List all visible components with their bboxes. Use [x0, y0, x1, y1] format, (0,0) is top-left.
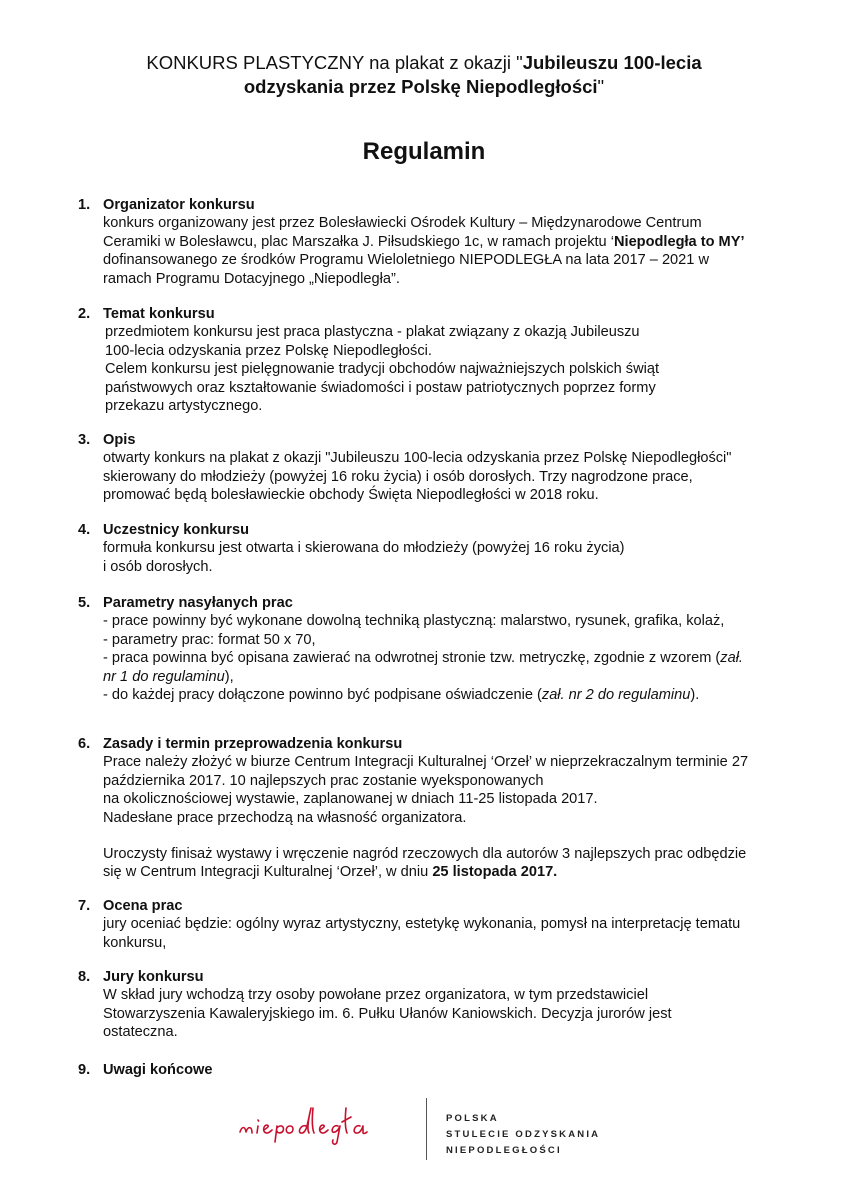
- section-heading: Temat konkursu: [103, 306, 215, 322]
- section-body: - prace powinny być wykonane dowolną techniką plastyczną: malarstwo, rysunek, grafika, kolaż, - parametry prac: format 50 x 70, - praca powinna być opisana zawierać na odwrotnej stronie tzw. metryczkę, zgodnie z wzorem (zał. nr 1 do regulaminu), - do każdej pracy dołączone powinno być podpisane oświadczenie (zał. nr 2 do regulaminu).: [103, 613, 743, 704]
- section-heading: Opis: [103, 432, 136, 448]
- section-final-notes: [78, 1061, 808, 1079]
- section-number: 5.: [78, 595, 91, 611]
- document-title: [0, 51, 848, 99]
- section-body: Prace należy złożyć w biurze Centrum Integracji Kulturalnej ‘Orzeł’ w nieprzekraczalnym terminie 27 października 2017. 10 najlepszych prac zostanie wyeksponowanych na okolicznościowej wystawie, zaplanowanej w dniach 11-25 listopada 2017. Nadesłane prace przechodzą na własność organizatora. Uroczysty finisaż wystawy i wręczenie nagród rzeczowych dla autorów 3 najlepszych prac odbędzie się w Centrum Integracji Kulturalnej ‘Orzeł’, w dniu 25 listopada 2017.: [103, 754, 749, 881]
- section-number: 6.: [78, 736, 91, 752]
- title-bold-part: Jubileuszu 100-lecia: [522, 52, 702, 73]
- section-rules-and-deadline: [78, 735, 808, 882]
- section-jury: [78, 968, 808, 1042]
- section-number: 7.: [78, 898, 91, 914]
- section-heading: Ocena prac: [103, 898, 183, 914]
- footer-divider: [426, 1098, 427, 1160]
- section-topic: [78, 305, 808, 415]
- section-body: otwarty konkurs na plakat z okazji "Jubileuszu 100-lecia odzyskania przez Polskę Niepodległości" skierowany do młodzieży (powyżej 16 roku życia) i osób dorosłych. Trzy nagrodzone prace, promować będą bolesławieckie obchody Święta Niepodległości w 2018 roku.: [103, 450, 732, 504]
- section-parameters: [78, 594, 808, 704]
- section-heading: Uwagi końcowe: [103, 1062, 213, 1078]
- footer-text: POLSKA STULECIE ODZYSKANIA NIEPODLEGŁOŚCI: [446, 1113, 601, 1156]
- section-number: 2.: [78, 306, 91, 322]
- page-heading: Regulamin: [362, 138, 486, 165]
- section-heading: Zasady i termin przeprowadzenia konkursu: [103, 736, 403, 752]
- section-participants: [78, 521, 808, 576]
- section-body: konkurs organizowany jest przez Bolesławiecki Ośrodek Kultury – Międzynarodowe Centrum Ceramiki w Bolesławcu, plac Marszałka J. Piłsudskiego 1c, w ramach projektu ‘Niepodległa to MY’ dofinansowanego ze środków Programu Wieloletniego NIEPODLEGŁA na lata 2017 – 2021 w ramach Programu Dotacyjnego „Niepodległa”.: [103, 215, 745, 287]
- section-heading: Parametry nasyłanych prac: [103, 595, 293, 611]
- section-heading: Jury konkursu: [103, 969, 204, 985]
- section-body: formuła konkursu jest otwarta i skierowana do młodzieży (powyżej 16 roku życia) i osób dorosłych.: [103, 540, 625, 575]
- section-heading: Uczestnicy konkursu: [103, 522, 249, 538]
- section-body: jury oceniać będzie: ogólny wyraz artystyczny, estetykę wykonania, pomysł na interpretację tematu konkursu,: [103, 916, 741, 951]
- section-number: 3.: [78, 432, 91, 448]
- section-organizer: [78, 196, 808, 288]
- section-body: W skład jury wchodzą trzy osoby powołane przez organizatora, w tym przedstawiciel Stowarzyszenia Kawaleryjskiego im. 6. Pułku Ułanów Kaniowskich. Decyzja jurorów jest ostateczna.: [103, 987, 672, 1041]
- section-number: 1.: [78, 197, 91, 213]
- title-line-1: KONKURS PLASTYCZNY na plakat z okazji "Jubileuszu 100-lecia: [146, 52, 702, 73]
- section-description: [78, 431, 808, 505]
- section-number: 4.: [78, 522, 91, 538]
- section-body: przedmiotem konkursu jest praca plastyczna - plakat związany z okazją Jubileuszu 100-lecia odzyskania przez Polskę Niepodległości. Celem konkursu jest pielęgnowanie tradycji obchodów najważniejszych polskich świąt państwowych oraz kształtowanie świadomości i postaw patriotycznych poprzez formy przekazu artystycznego.: [105, 324, 660, 415]
- section-number: 9.: [78, 1062, 91, 1078]
- section-number: 8.: [78, 969, 91, 985]
- section-heading: Organizator konkursu: [103, 197, 255, 213]
- section-evaluation: [78, 897, 808, 952]
- niepodlegla-logo: [236, 1102, 406, 1146]
- title-line-2: odzyskania przez Polskę Niepodległości": [243, 76, 605, 97]
